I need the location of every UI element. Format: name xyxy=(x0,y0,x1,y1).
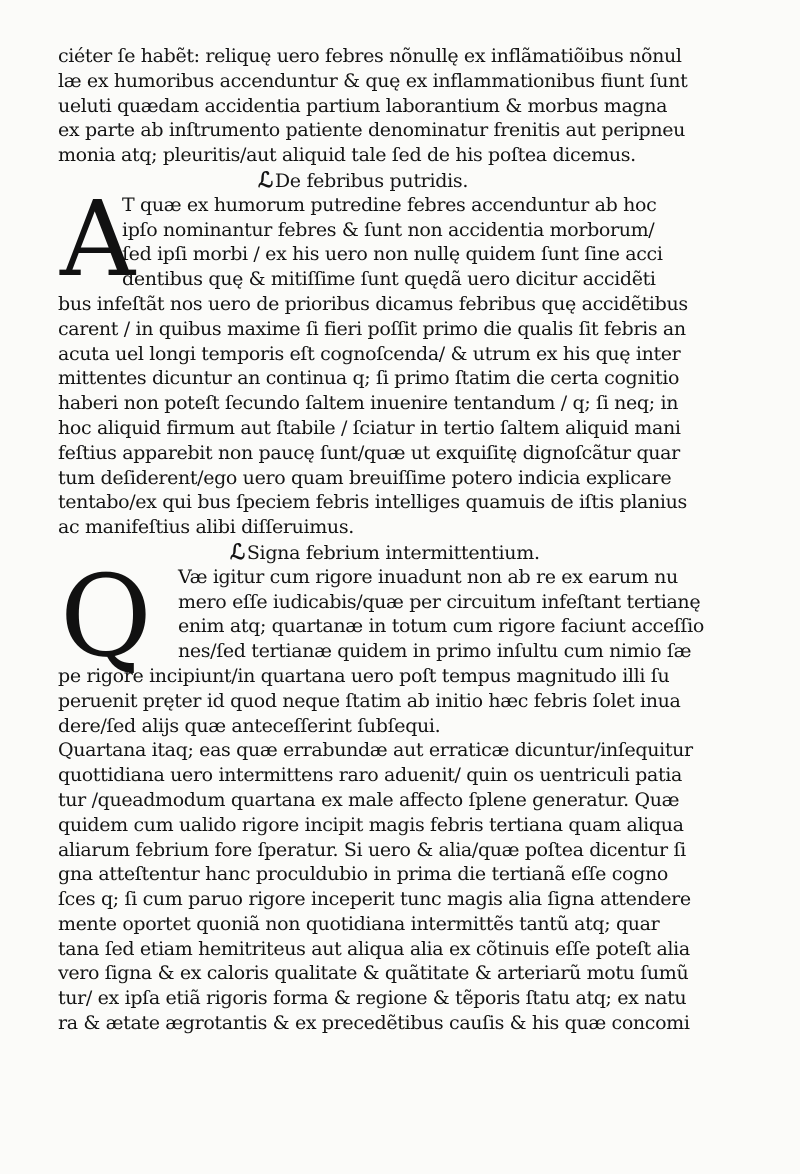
text-line: pe rigore incipiunt/in quartana uero poſt tempus magnitudo illi ſu xyxy=(58,664,670,687)
text-line: enim atq; quartanæ in totum cum rigore faciunt acceſſio xyxy=(178,615,704,638)
drop-capital-a: A xyxy=(60,177,136,300)
text-line: læ ex humoribus accenduntur & quę ex inflammationibus fiunt ſunt xyxy=(58,69,688,92)
text-line: hoc aliquid firmum aut ſtabile / ſciatur in tertio ſaltem aliquid mani xyxy=(58,416,681,439)
text-line: ueluti quædam accidentia partium laborantium & morbus magna xyxy=(58,94,668,117)
text-line: ac manifeſtius alibi diſſeruimus. xyxy=(58,516,354,539)
putridis-paragraph xyxy=(58,292,748,540)
intro-paragraph xyxy=(58,44,748,168)
text-line: dere/ſed alijs quæ anteceſſerint ſubſequi. xyxy=(58,714,441,737)
text-line: ſces q; ſi cum paruo rigore inceperit tunc magis alia ſigna attendere xyxy=(58,888,691,911)
text-line: gna atteſtentur hanc proculdubio in prima die tertianã eſſe cogno xyxy=(58,863,668,886)
section-heading-putridis xyxy=(58,168,748,193)
text-line: tentabo/ex qui bus ſpeciem febris intelliges quamuis de iſtis planius xyxy=(58,491,687,514)
paragraph-mark-icon: ℒ xyxy=(230,538,245,564)
text-line: nes/ſed tertianæ quidem in primo inſultu cum nimio ſæ xyxy=(178,640,692,663)
drop-capital-q: Q xyxy=(60,551,152,682)
text-line: ſed ipſi morbi / ex his uero non nullę quidem ſunt ſine acci xyxy=(122,243,663,266)
text-line: tum deſiderent/ego uero quam breuiſſime potero indicia explicare xyxy=(58,466,672,489)
text-line: Quartana itaq; eas quæ errabundæ aut erraticæ dicuntur/inſequitur xyxy=(58,739,693,762)
text-line: mittentes dicuntur an continua q; ſi primo ſtatim die certa cognitio xyxy=(58,367,680,390)
text-line: T quæ ex humorum putredine febres accenduntur ab hoc xyxy=(122,193,657,216)
text-line: peruenit pręter id quod neque ſtatim ab initio hæc febris ſolet inua xyxy=(58,689,681,712)
text-line: tur/ ex ipſa etiã rigoris forma & regione & tẽporis ſtatu atq; ex natu xyxy=(58,987,687,1010)
paragraph-mark-icon: ℒ xyxy=(258,166,273,192)
text-line: feſtius apparebit non paucę ſunt/quæ ut exquiſitę dignoſcãtur quar xyxy=(58,441,680,464)
text-line: carent / in quibus maxime ſi fieri poſſit primo die qualis ſit febris an xyxy=(58,317,686,340)
text-line: ipſo nominantur febres & ſunt non accidentia morborum/ xyxy=(122,218,655,241)
text-line: Væ igitur cum rigore inuadunt non ab re ex earum nu xyxy=(178,565,678,588)
text-line: ex parte ab inſtrumento patiente denominatur frenitis aut peripneu xyxy=(58,119,686,142)
text-line: ciéter ſe habẽt: reliquę uero febres nõnullę ex inflãmatiõibus nõnul xyxy=(58,45,682,67)
text-line: monia atq; pleuritis/aut aliquid tale ſed de his poſtea dicemus. xyxy=(58,144,636,167)
text-line: tur /queadmodum quartana ex male affecto ſplene generatur. Quæ xyxy=(58,788,680,811)
text-line: mente oportet quoniã non quotidiana intermittẽs tantũ atq; quar xyxy=(58,912,660,935)
text-line: haberi non poteſt ſecundo ſaltem inuenire tentandum / q; ſi neq; in xyxy=(58,392,679,415)
text-line: bus infeſtãt nos uero de prioribus dicamus febribus quę accidẽtibus xyxy=(58,292,688,315)
section-heading-intermittentium xyxy=(58,540,748,565)
text-line: acuta uel longi temporis eſt cognoſcenda/ & utrum ex his quę inter xyxy=(58,342,681,365)
section-heading-text: Signa febrium intermittentium. xyxy=(246,541,540,564)
text-line: tana ſed etiam hemitriteus aut aliqua alia ex cõtinuis eſſe poteſt alia xyxy=(58,937,690,960)
text-line: aliarum febrium fore ſperatur. Si uero & alia/quæ poſtea dicentur ſi xyxy=(58,838,686,861)
text-line: quidem cum ualido rigore incipit magis febris tertiana quam aliqua xyxy=(58,813,684,836)
text-line: ra & ætate ægrotantis & ex precedẽtibus cauſis & his quæ concomi xyxy=(58,1012,690,1035)
section-heading-text: De febribus putridis. xyxy=(274,169,469,192)
page-text xyxy=(58,44,748,1036)
text-line: dentibus quę & mitiſſime ſunt quędã uero dicitur accidẽti xyxy=(122,268,656,291)
intermittentium-paragraph xyxy=(58,664,748,1036)
text-line: mero eſſe iudicabis/quæ per circuitum infeſtant tertianę xyxy=(178,590,701,613)
text-line: vero ſigna & ex caloris qualitate & quãtitate & arteriarũ motu ſumũ xyxy=(58,962,689,985)
text-line: quottidiana uero intermittens raro aduenit/ quin os uentriculi patia xyxy=(58,764,682,787)
